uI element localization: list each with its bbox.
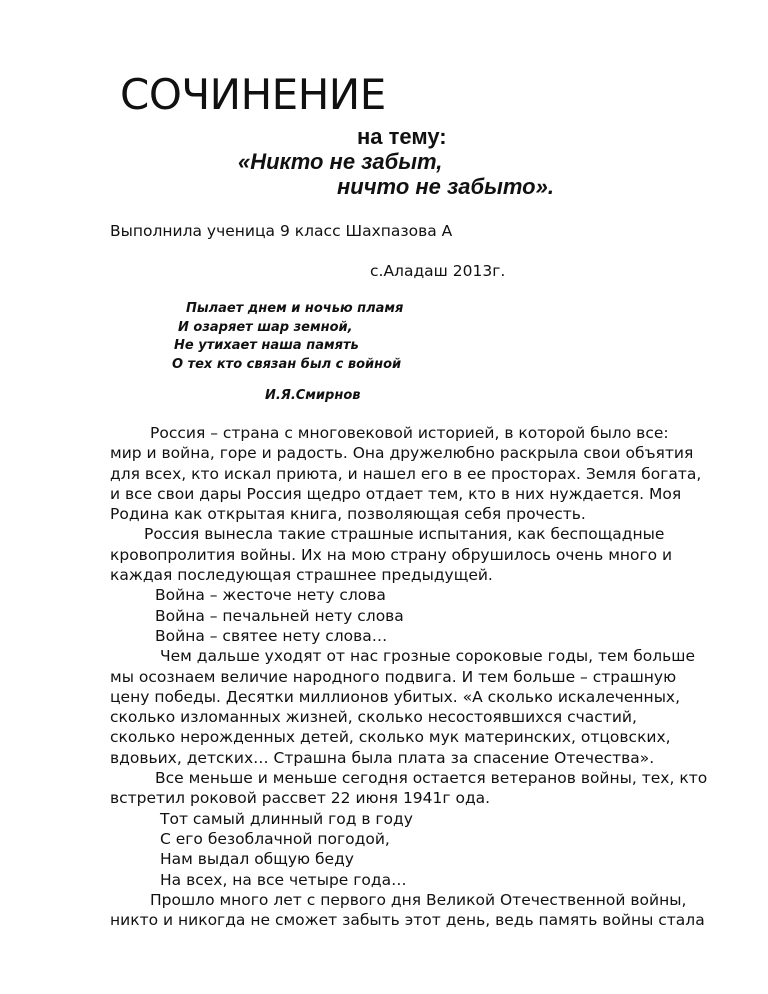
essay-body xyxy=(110,423,720,930)
body-line: и все свои дары Россия щедро отдает тем, кто в них нуждается. Моя xyxy=(110,484,682,503)
body-line: каждая последующая страшнее предыдущей. xyxy=(110,566,493,585)
body-line: кровопролития войны. Их на мою страну обрушилось очень много и xyxy=(110,545,673,564)
epigraph-author: И.Я.Смирнов xyxy=(265,388,361,403)
body-line: Россия – страна с многовековой историей, в которой было все: xyxy=(150,424,669,442)
body-line: вдовьих, детских… Страшна была плата за спасение Отечества». xyxy=(110,748,655,767)
poem-line: Война – святее нету слова… xyxy=(155,626,388,645)
body-line: мы осознаем величие народного подвига. И тем больше – страшную xyxy=(110,667,677,686)
body-line: Все меньше и меньше сегодня остается ветеранов войны, тех, кто xyxy=(155,769,708,788)
topic-label: на тему: xyxy=(357,124,447,149)
topic-quote-line-2: ничто не забыто». xyxy=(337,174,554,199)
body-line: Родина как открытая книга, позволяющая себя прочесть. xyxy=(110,505,586,524)
body-line: Чем дальше уходят от нас грозные сороковые годы, тем больше xyxy=(160,647,696,666)
author-byline: Выполнила ученица 9 класс Шахпазова А xyxy=(110,222,453,240)
page-title: СОЧИНЕНИЕ xyxy=(120,70,386,119)
epigraph xyxy=(170,300,403,374)
poem-line: С его безоблачной погодой, xyxy=(160,829,390,848)
epigraph-line: Не утихает наша память xyxy=(174,338,359,353)
body-line: цену победы. Десятки миллионов убитых. «А сколько искалеченных, xyxy=(110,687,681,706)
body-line: мир и война, горе и радость. Она дружелюбно раскрыла свои объятия xyxy=(110,444,694,463)
body-line: никто и никогда не сможет забыть этот день, ведь память войны стала xyxy=(110,911,705,930)
poem-line: Война – печальней нету слова xyxy=(155,606,404,625)
poem-line: На всех, на все четыре года… xyxy=(160,870,407,889)
epigraph-line: О тех кто связан был с войной xyxy=(172,356,402,372)
body-line: сколько нерожденных детей, сколько мук материнских, отцовских, xyxy=(110,728,671,747)
poem-line: Война – жесточе нету слова xyxy=(155,586,386,605)
epigraph-line: Пылает днем и ночью пламя xyxy=(186,301,404,316)
place-date: с.Аладаш 2013г. xyxy=(370,262,506,280)
body-line: встретил роковой рассвет 22 июня 1941г ода. xyxy=(110,789,491,808)
body-line: Прошло много лет с первого дня Великой Отечественной войны, xyxy=(150,890,687,909)
poem-line: Тот самый длинный год в году xyxy=(160,809,413,828)
topic-quote-line-1: «Никто не забыт, xyxy=(238,149,443,174)
body-line: сколько изломанных жизней, сколько несостоявшихся счастий, xyxy=(110,708,637,727)
body-line: Россия вынесла такие страшные испытания, как беспощадные xyxy=(144,525,665,544)
epigraph-line: И озаряет шар земной, xyxy=(178,319,353,335)
body-line: для всех, кто искал приюта, и нашел его в ее просторах. Земля богата, xyxy=(110,464,702,483)
poem-line: Нам выдал общую беду xyxy=(160,850,354,869)
